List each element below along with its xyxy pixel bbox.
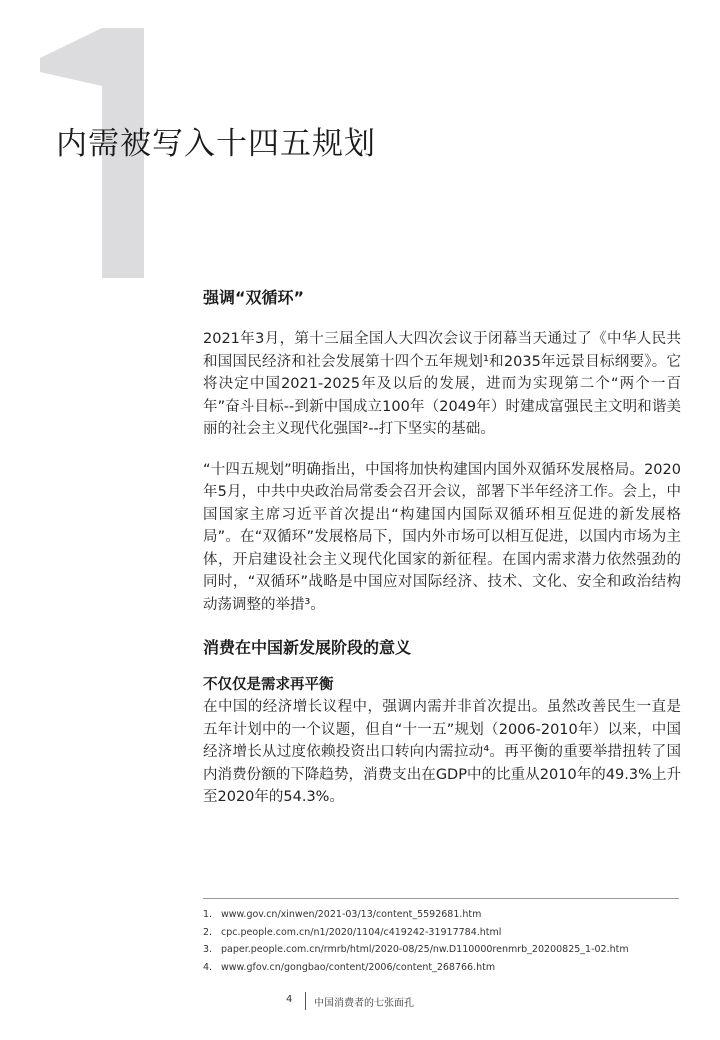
footer-separator [305,992,306,1010]
footnote-item [203,959,679,977]
footnote-item [203,906,679,924]
chapter-number-text: 1 [40,28,41,29]
paragraph-dual-circulation: “十四五规划”明确指出，中国将加快构建国内国外双循环发展格局。2020年5月，中共中央政治局常委会召开会议，部署下半年经济工作。会上，中国国家主席习近平首次提出“构建国内国际双循环相互促进的新发展格局”。在“双循环”发展格局下，国内外市场可以相互促进，以国内市场为主体，开启建设社会主义现代化国家的新征程。在国内需求潜力依然强劲的同时，“双循环”战略是中国应对国际经济、技术、文化、安全和政治结构动荡调整的举措³。 [203,461,681,613]
footer-document-title: 中国消费者的七张面孔 [314,998,414,1009]
subheading-rebalancing: 不仅仅是需求再平衡 [203,677,334,693]
footnote-number: 2. [203,926,213,938]
footnote-list [203,906,679,976]
page-footer [0,992,720,1012]
chapter-title: 内需被写入十四五规划 [56,126,376,162]
footnote-number: 4. [203,961,213,973]
paragraph-rebalancing: 在中国的经济增长议程中，强调内需并非首次提出。虽然改善民生一直是五年计划中的一个议题，但自“十一五”规划（2006-2010年）以来，中国经济增长从过度依赖投资出口转向内需拉动⁴。再平衡的重要举措扭转了国内消费份额的下降趋势，消费支出在GDP中的比重从2010年的49.3%上升至2020年的54.3%。 [203,699,681,805]
footnote-divider [203,898,679,899]
footnote-link[interactable]: www.gfov.cn/gongbao/content/2006/content_268766.htm [221,961,496,973]
main-content [203,284,681,827]
footnote-link[interactable]: cpc.people.com.cn/n1/2020/1104/c419242-31917784.html [221,926,502,938]
section-heading-dual-circulation: 强调“双循环” [203,288,305,307]
footnote-number: 1. [203,909,213,920]
footnote-link[interactable]: paper.people.com.cn/rmrb/html/2020-08/25/nw.D110000renmrb_20200825_1-02.htm [221,944,629,955]
footnote-number: 3. [203,944,213,955]
page-number: 4 [286,994,293,1005]
section-heading-consumption: 消费在中国新发展阶段的意义 [203,638,412,657]
paragraph-five-year-plan: 2021年3月，第十三届全国人大四次会议于闭幕当天通过了《中华人民共和国国民经济和社会发展第十四个五年规划¹和2035年远景目标纲要》。它将决定中国2021-2025年及以后的发展，进而为实现第二个“两个一百年”奋斗目标--到新中国成立100年（2049年）时建成富强民主文明和谐美丽的社会主义现代化强国²--打下坚实的基础。 [203,331,681,437]
footnote-item [203,924,679,942]
footnote-link[interactable]: www.gov.cn/xinwen/2021-03/13/content_5592681.htm [221,909,482,920]
footnote-item [203,941,679,959]
